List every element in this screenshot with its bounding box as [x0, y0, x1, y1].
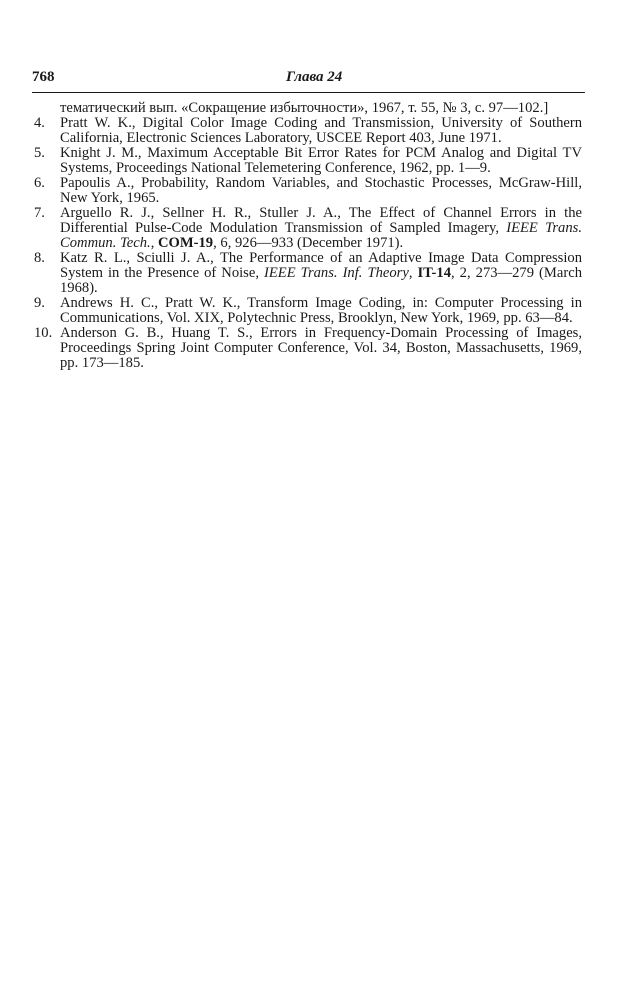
reference-continuation: тематический вып. «Сокращение избыточности», 1967, т. 55, № 3, с. 97—102.] [60, 100, 549, 116]
reference-text: Arguello R. J., Sellner H. R., Stuller J. A., The Effect of Channel Errors in the Differential Pulse-Code Modulation Transmission of Sampled Imagery, [60, 205, 582, 236]
reference-number: 10. [34, 325, 53, 341]
reference-item [34, 251, 582, 296]
reference-text-tail: , 6, 926—933 (December 1971). [213, 235, 404, 251]
page-number: 768 [32, 69, 55, 85]
reference-item [34, 326, 582, 371]
reference-text-tail: , 2, 273—279 (March 1968). [60, 265, 582, 296]
reference-number: 9. [34, 295, 45, 311]
chapter-title: Глава 24 [286, 69, 343, 85]
reference-volume: COM-19 [157, 235, 214, 251]
reference-journal: IEEE Trans. Inf. Theory [264, 265, 409, 281]
reference-text: Papoulis A., Probability, Random Variables, and Stochastic Processes, McGraw-Hill, New York, 1965. [60, 175, 582, 206]
reference-number: 5. [34, 145, 45, 161]
reference-number: 4. [34, 115, 45, 131]
reference-text: Andrews H. C., Pratt W. K., Transform Image Coding, in: Computer Processing in Communications, Vol. XIX, Polytechnic Press, Brooklyn, New York, 1969, pp. 63—84. [60, 295, 582, 326]
reference-text: Katz R. L., Sciulli J. A., The Performance of an Adaptive Image Data Compression System in the Presence of Noise, [60, 250, 582, 281]
reference-item [34, 206, 582, 251]
reference-item [34, 296, 582, 326]
reference-separator: , [150, 235, 158, 251]
reference-list [34, 101, 582, 371]
reference-text: Anderson G. B., Huang T. S., Errors in Frequency-Domain Processing of Images, Proceedings Spring Joint Computer Conference, Vol. 34, Boston, Massachusetts, 1969, pp. 173—185. [60, 325, 582, 371]
reference-text: Knight J. M., Maximum Acceptable Bit Error Rates for PCM Analog and Digital TV Systems, Proceedings National Telemetering Conference, 1962, pp. 1—9. [60, 145, 582, 176]
reference-item [34, 146, 582, 176]
reference-separator: , [408, 265, 418, 281]
reference-text: Pratt W. K., Digital Color Image Coding and Transmission, University of Southern California, Electronic Sciences Laboratory, USCEE Report 403, June 1971. [60, 115, 582, 146]
running-header [32, 69, 585, 91]
header-rule [32, 92, 585, 93]
reference-volume: IT-14 [417, 265, 452, 281]
reference-item [34, 116, 582, 146]
reference-item [34, 176, 582, 206]
reference-number: 7. [34, 205, 45, 221]
reference-number: 6. [34, 175, 45, 191]
reference-number: 8. [34, 250, 45, 266]
reference-journal: IEEE Trans. Commun. Tech. [60, 220, 582, 251]
